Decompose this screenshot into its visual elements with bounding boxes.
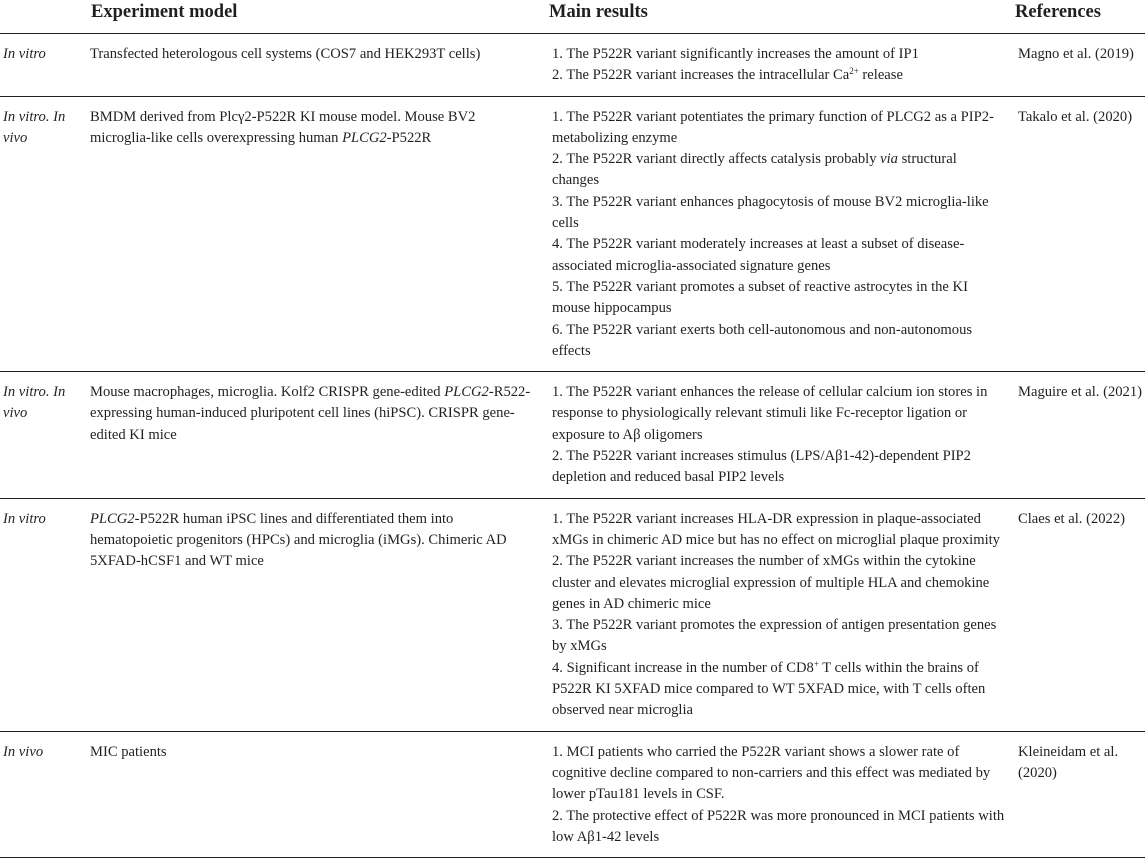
- experiment-text: -P522R: [386, 129, 432, 146]
- experiment-model: [87, 498, 549, 731]
- table-row: [0, 372, 1145, 498]
- experiment-model: MIC patients: [87, 731, 549, 857]
- result-text: T cells within the brains of P522R KI 5XFAD mice compared to WT 5XFAD mice, with T cells often observed near microglia: [552, 659, 986, 719]
- result-item: 3. The P522R variant enhances phagocytosis of mouse BV2 microglia-like cells: [552, 193, 989, 232]
- result-item: 2. The P522R variant increases the number of xMGs within the cytokine cluster and elevates microglial expression of multiple HLA and chemokine genes in AD chimeric mice: [552, 553, 990, 612]
- result-text-italic: via: [880, 151, 898, 168]
- experiment-text: -P522R human iPSC lines and differentiated them into hematopoietic progenitors (HPCs) and microglia (iMGs). Chimeric AD 5XFAD-hCSF1 and WT mice: [90, 510, 507, 570]
- result-item: 1. The P522R variant significantly increases the amount of IP1: [552, 46, 919, 62]
- table-row: [0, 96, 1145, 372]
- gene-name: PLCG2: [444, 384, 489, 401]
- result-item: 5. The P522R variant promotes a subset of reactive astrocytes in the KI mouse hippocampus: [552, 278, 968, 317]
- result-text: 2. The P522R variant directly affects catalysis probably: [552, 151, 881, 168]
- result-text: 4. Significant increase in the number of CD8: [552, 659, 814, 676]
- reference: Magno et al. (2019): [1015, 34, 1145, 97]
- main-results: [549, 34, 1015, 97]
- result-item: 1. The P522R variant increases HLA-DR expression in plaque-associated xMGs in chimeric AD mice but has no effect on microglial plaque proximity: [552, 510, 1000, 548]
- experiment-model: Transfected heterologous cell systems (COS7 and HEK293T cells): [87, 34, 549, 97]
- main-results: [549, 498, 1015, 731]
- model-type: In vitro. In vivo: [0, 96, 87, 372]
- header-row: [0, 0, 1145, 34]
- experiment-model: [87, 372, 549, 498]
- reference: Claes et al. (2022): [1015, 498, 1145, 731]
- header-references: References: [1015, 0, 1145, 34]
- reference: Takalo et al. (2020): [1015, 96, 1145, 372]
- result-item: [552, 149, 1007, 192]
- reference: Kleineidam et al. (2020): [1015, 731, 1145, 857]
- experiment-text: BMDM derived from Plcγ2-P522R KI mouse model. Mouse BV2 microglia-like cells overexpressing human: [90, 108, 476, 146]
- result-text: 2. The P522R variant increases the intracellular Ca: [552, 67, 850, 84]
- result-item: [552, 65, 1007, 86]
- table-row: [0, 731, 1145, 857]
- main-results: [549, 372, 1015, 498]
- result-text: release: [862, 67, 903, 84]
- model-type: In vitro: [0, 34, 87, 97]
- result-text: structural changes: [552, 151, 957, 189]
- header-experiment-model: Experiment model: [0, 0, 549, 34]
- header-main-results: Main results: [549, 0, 1015, 34]
- experiment-text: Mouse macrophages, microglia. Kolf2 CRISPR gene-edited: [90, 384, 445, 401]
- result-item: 1. The P522R variant enhances the release of cellular calcium ion stores in response to physiologically relevant stimuli like Fc-receptor ligation or exposure to Aβ oligomers: [552, 384, 988, 443]
- table-row: [0, 498, 1145, 731]
- result-item: 2. The protective effect of P522R was more pronounced in MCI patients with low Aβ1-42 levels: [552, 807, 1005, 845]
- experiment-model: [87, 96, 549, 372]
- result-item: [552, 658, 1007, 722]
- gene-name: PLCG2: [90, 510, 135, 527]
- model-type: In vitro: [0, 498, 87, 731]
- main-results: [549, 731, 1015, 857]
- table-row: [0, 34, 1145, 97]
- superscript: +: [813, 658, 819, 669]
- gene-name: PLCG2: [342, 129, 387, 146]
- result-item: 1. The P522R variant potentiates the primary function of PLCG2 as a PIP2-metabolizing enzyme: [552, 108, 994, 146]
- result-item: 1. MCI patients who carried the P522R variant shows a slower rate of cognitive decline compared to non-carriers and this effect was mediated by lower pTau181 levels in CSF.: [552, 743, 991, 803]
- superscript: 2+: [849, 66, 859, 77]
- model-type: In vivo: [0, 731, 87, 857]
- model-type: In vitro. In vivo: [0, 372, 87, 498]
- result-item: 3. The P522R variant promotes the expression of antigen presentation genes by xMGs: [552, 617, 997, 655]
- result-item: 2. The P522R variant increases stimulus (LPS/Aβ1-42)-dependent PIP2 depletion and reduced basal PIP2 levels: [552, 448, 971, 486]
- result-item: 4. The P522R variant moderately increases at least a subset of disease-associated microglia-associated signature genes: [552, 236, 965, 274]
- reference: Maguire et al. (2021): [1015, 372, 1145, 498]
- main-results: [549, 96, 1015, 372]
- experiment-text: -R522-expressing human-induced pluripotent cell lines (hiPSC). CRISPR gene-edited KI mice: [90, 384, 531, 443]
- result-item: 6. The P522R variant exerts both cell-autonomous and non-autonomous effects: [552, 321, 973, 359]
